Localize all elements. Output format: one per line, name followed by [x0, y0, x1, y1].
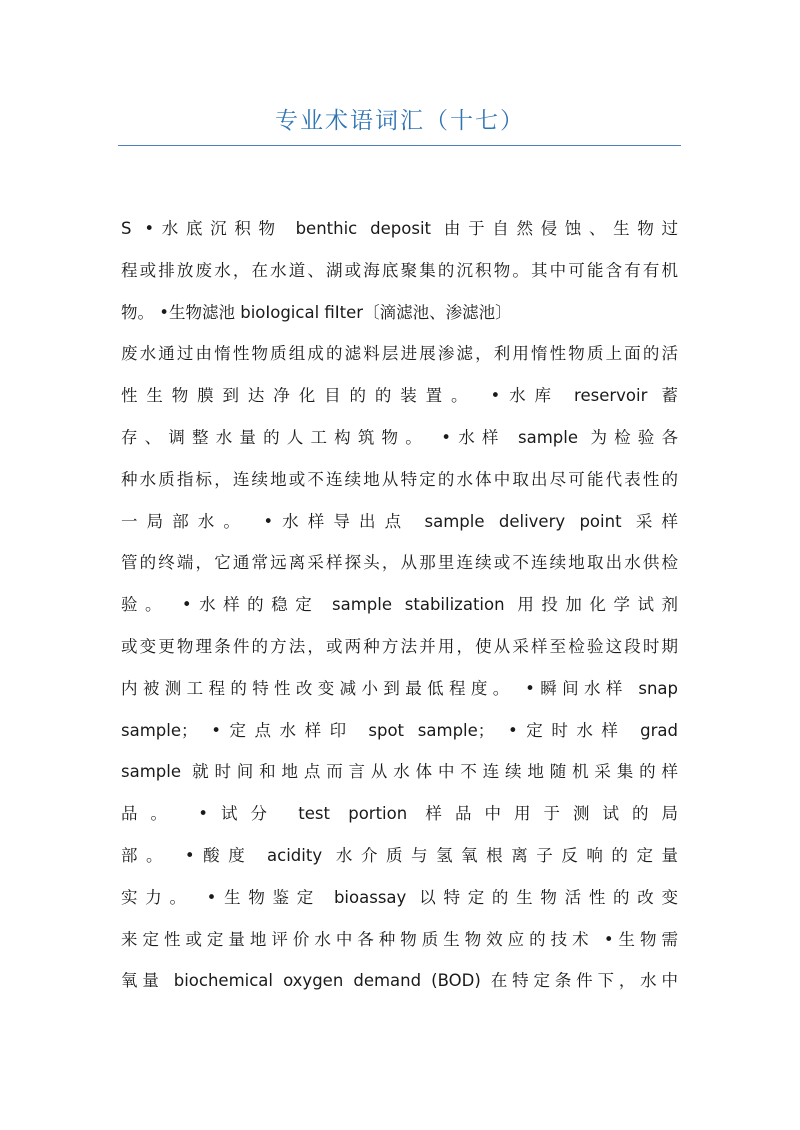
- body-line: 或变更物理条件的方法，或两种方法并用，使从采样至检验这段时期: [121, 636, 678, 656]
- body-line: 性生物膜到达净化目的的装置。 •水库 reservoir 蓄: [121, 386, 678, 406]
- body-line: sample 就时间和地点而言从水体中不连续地随机采集的样: [121, 762, 678, 782]
- body-line: 程或排放废水，在水道、湖或海底聚集的沉积物。其中可能含有有机: [121, 260, 678, 280]
- page-title: 专业术语词汇（十七）: [275, 108, 525, 134]
- body-line: 部。 •酸度 acidity 水介质与氢氧根离子反响的定量: [121, 845, 678, 865]
- title-underline: [118, 145, 681, 146]
- body-line: 物。 •生物滤池 bioIogical fiIter〔滴滤池、渗滤池〕: [121, 302, 512, 322]
- body-line: 验。 •水样的稳定 sample stabilization 用投加化学试剂: [121, 595, 678, 615]
- body-line: 来定性或定量地评价水中各种物质生物效应的技术 •生物需: [121, 929, 678, 949]
- body-line: 内被测工程的特性改变减小到最低程度。 •瞬间水样 snap: [121, 678, 678, 698]
- body-line: 种水质指标，连续地或不连续地从特定的水体中取出尽可能代表性的: [121, 469, 678, 489]
- body-line: 一局部水。 •水样导出点 sample delivery point 采样: [121, 511, 678, 531]
- body-line: sample； •定点水样印 spot sample； •定时水样 grad: [121, 720, 678, 740]
- body-line: 废水通过由惰性物质组成的滤料层进展渗滤，利用惰性物质上面的活: [121, 344, 678, 364]
- body-line: 氧量 biochemical oxygen demand (BOD) 在特定条件下，水中: [121, 971, 678, 991]
- body-line: 管的终端，它通常远离采样探头，从那里连续或不连续地取出水供检: [121, 553, 678, 573]
- document-body: [121, 212, 678, 1006]
- body-line: 实力。 •生物鉴定 bioassay 以特定的生物活性的改变: [121, 887, 678, 907]
- body-line: 品。 •试分 test portion 样品中用于测试的局: [121, 804, 678, 824]
- body-line: 存、调整水量的人工构筑物。 •水样 sample 为检验各: [121, 427, 678, 447]
- body-line: S •水底沉积物 benthic deposit 由于自然侵蚀、生物过: [121, 219, 678, 238]
